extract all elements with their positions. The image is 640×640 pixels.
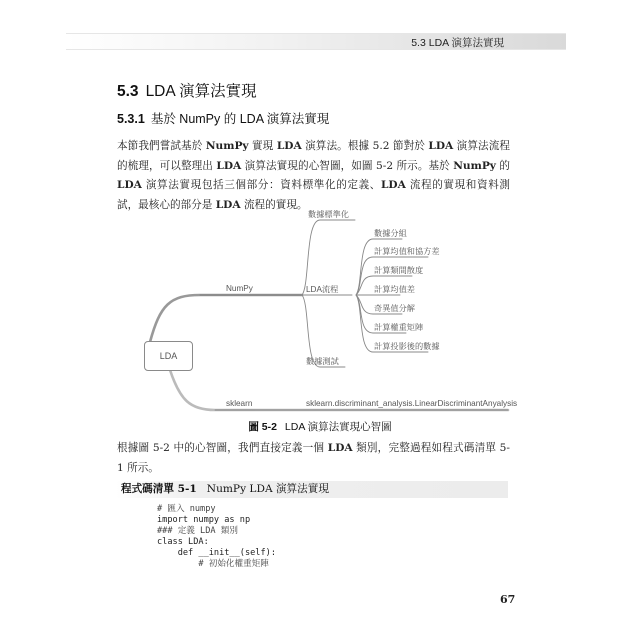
- code-line: def __init__(self):: [157, 548, 276, 558]
- mind-map-node-test: 數據測試: [306, 357, 339, 366]
- mind-map-leaf: 奇異值分解: [374, 304, 415, 313]
- section-number: 5.3: [117, 83, 139, 100]
- text: 流程的實現。: [240, 198, 308, 211]
- mind-map-node-numpy: NumPy: [226, 284, 253, 293]
- mind-map-leaf: 計算均值差: [374, 285, 415, 294]
- mind-map-node-sklearn-class: sklearn.discriminant_analysis.LinearDiscriminantAnyalysis: [306, 399, 518, 408]
- text: 演算法實現包括三個部分：資料標準化的定義、: [141, 179, 381, 191]
- text: 演算法實現的心智圖，如圖 5-2 所示。基於: [241, 159, 454, 172]
- text: 演算法。根據 5.2 節對於: [301, 140, 429, 152]
- term: LDA: [276, 140, 302, 152]
- text: 的: [495, 159, 510, 172]
- text: 根據圖 5-2 中的心智圖，我們直接定義一個: [117, 442, 328, 454]
- text: 本節我們嘗試基於: [117, 140, 206, 152]
- subsection-heading: [117, 109, 329, 127]
- subsection-title: 基於 NumPy 的 LDA 演算法實現: [150, 112, 330, 126]
- running-header-text: 5.3 LDA 演算法實現: [411, 37, 504, 49]
- term: NumPy: [453, 159, 496, 172]
- section-heading: [117, 79, 257, 101]
- term: NumPy: [205, 140, 249, 152]
- mind-map-connectors: [130, 205, 530, 420]
- code-listing-label: 程式碼清單 5-1: [121, 483, 197, 495]
- section-title: LDA 演算法實現: [145, 83, 257, 100]
- listing-intro-paragraph: [117, 439, 510, 478]
- text: 演算法流程的梳理，可以整理出: [117, 140, 510, 172]
- code-line: import numpy as np: [157, 515, 251, 525]
- term: LDA: [215, 198, 241, 211]
- mind-map-node-standardize: 數據標準化: [308, 210, 349, 219]
- mind-map-node-sklearn: sklearn: [226, 399, 253, 408]
- term: LDA: [327, 442, 353, 454]
- code-line: ### 定義 LDA 類別: [157, 526, 238, 536]
- mind-map-leaf: 計算投影後的數據: [374, 342, 440, 351]
- subsection-number: 5.3.1: [117, 112, 145, 126]
- mind-map-figure: [130, 205, 530, 420]
- figure-caption-text: LDA 演算法實現心智圖: [284, 421, 392, 433]
- code-listing-name: NumPy LDA 演算法實現: [206, 483, 329, 495]
- running-header: [66, 33, 566, 50]
- mind-map-leaf: 計算權重矩陣: [374, 323, 424, 332]
- term: LDA: [428, 140, 454, 152]
- term: LDA: [380, 179, 406, 191]
- figure-number: 圖 5-2: [248, 421, 277, 433]
- term: LDA: [216, 159, 242, 172]
- term: LDA: [117, 179, 142, 191]
- mind-map-leaf: 數據分組: [374, 229, 407, 238]
- mind-map-leaf: 計算均值和協方差: [374, 247, 440, 256]
- code-line: # 匯入 numpy: [157, 504, 216, 514]
- text: 實現: [248, 140, 277, 152]
- code-line: # 初始化權重矩陣: [157, 559, 269, 569]
- mind-map-leaf: 計算類間散度: [374, 266, 424, 275]
- text: 類別，完整過程如程式碼清單 5-1 所示。: [117, 442, 510, 474]
- text: 流程的實現和資料測試，最核心的部分是: [117, 179, 510, 211]
- mind-map-root-node: LDA: [144, 341, 193, 371]
- code-listing-title: [116, 481, 508, 498]
- code-line: class LDA:: [157, 537, 209, 547]
- mind-map-node-lda-flow: LDA流程: [306, 285, 339, 294]
- intro-paragraph: [117, 137, 510, 215]
- code-block: [157, 504, 276, 570]
- figure-caption: [0, 419, 640, 434]
- page-number: 67: [500, 593, 516, 606]
